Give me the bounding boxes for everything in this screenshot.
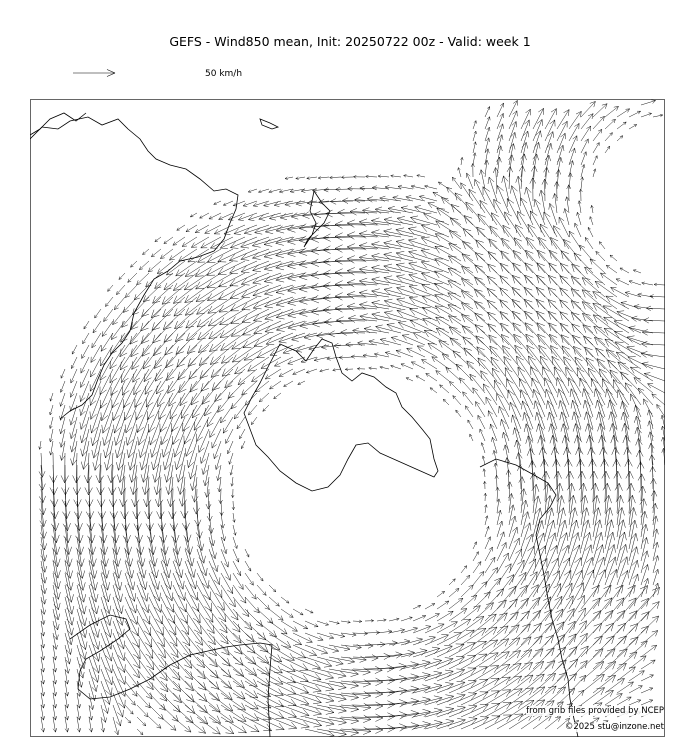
reference-arrow [72,66,120,80]
credit-copyright: ©2025 stu@inzone.net [564,722,664,732]
wind-vector-map [30,99,665,737]
credit-source: from grib files provided by NCEP [526,706,664,716]
reference-arrow-label: 50 km/h [205,69,243,79]
chart-title: GEFS - Wind850 mean, Init: 20250722 00z - Valid: week 1 [169,34,531,49]
